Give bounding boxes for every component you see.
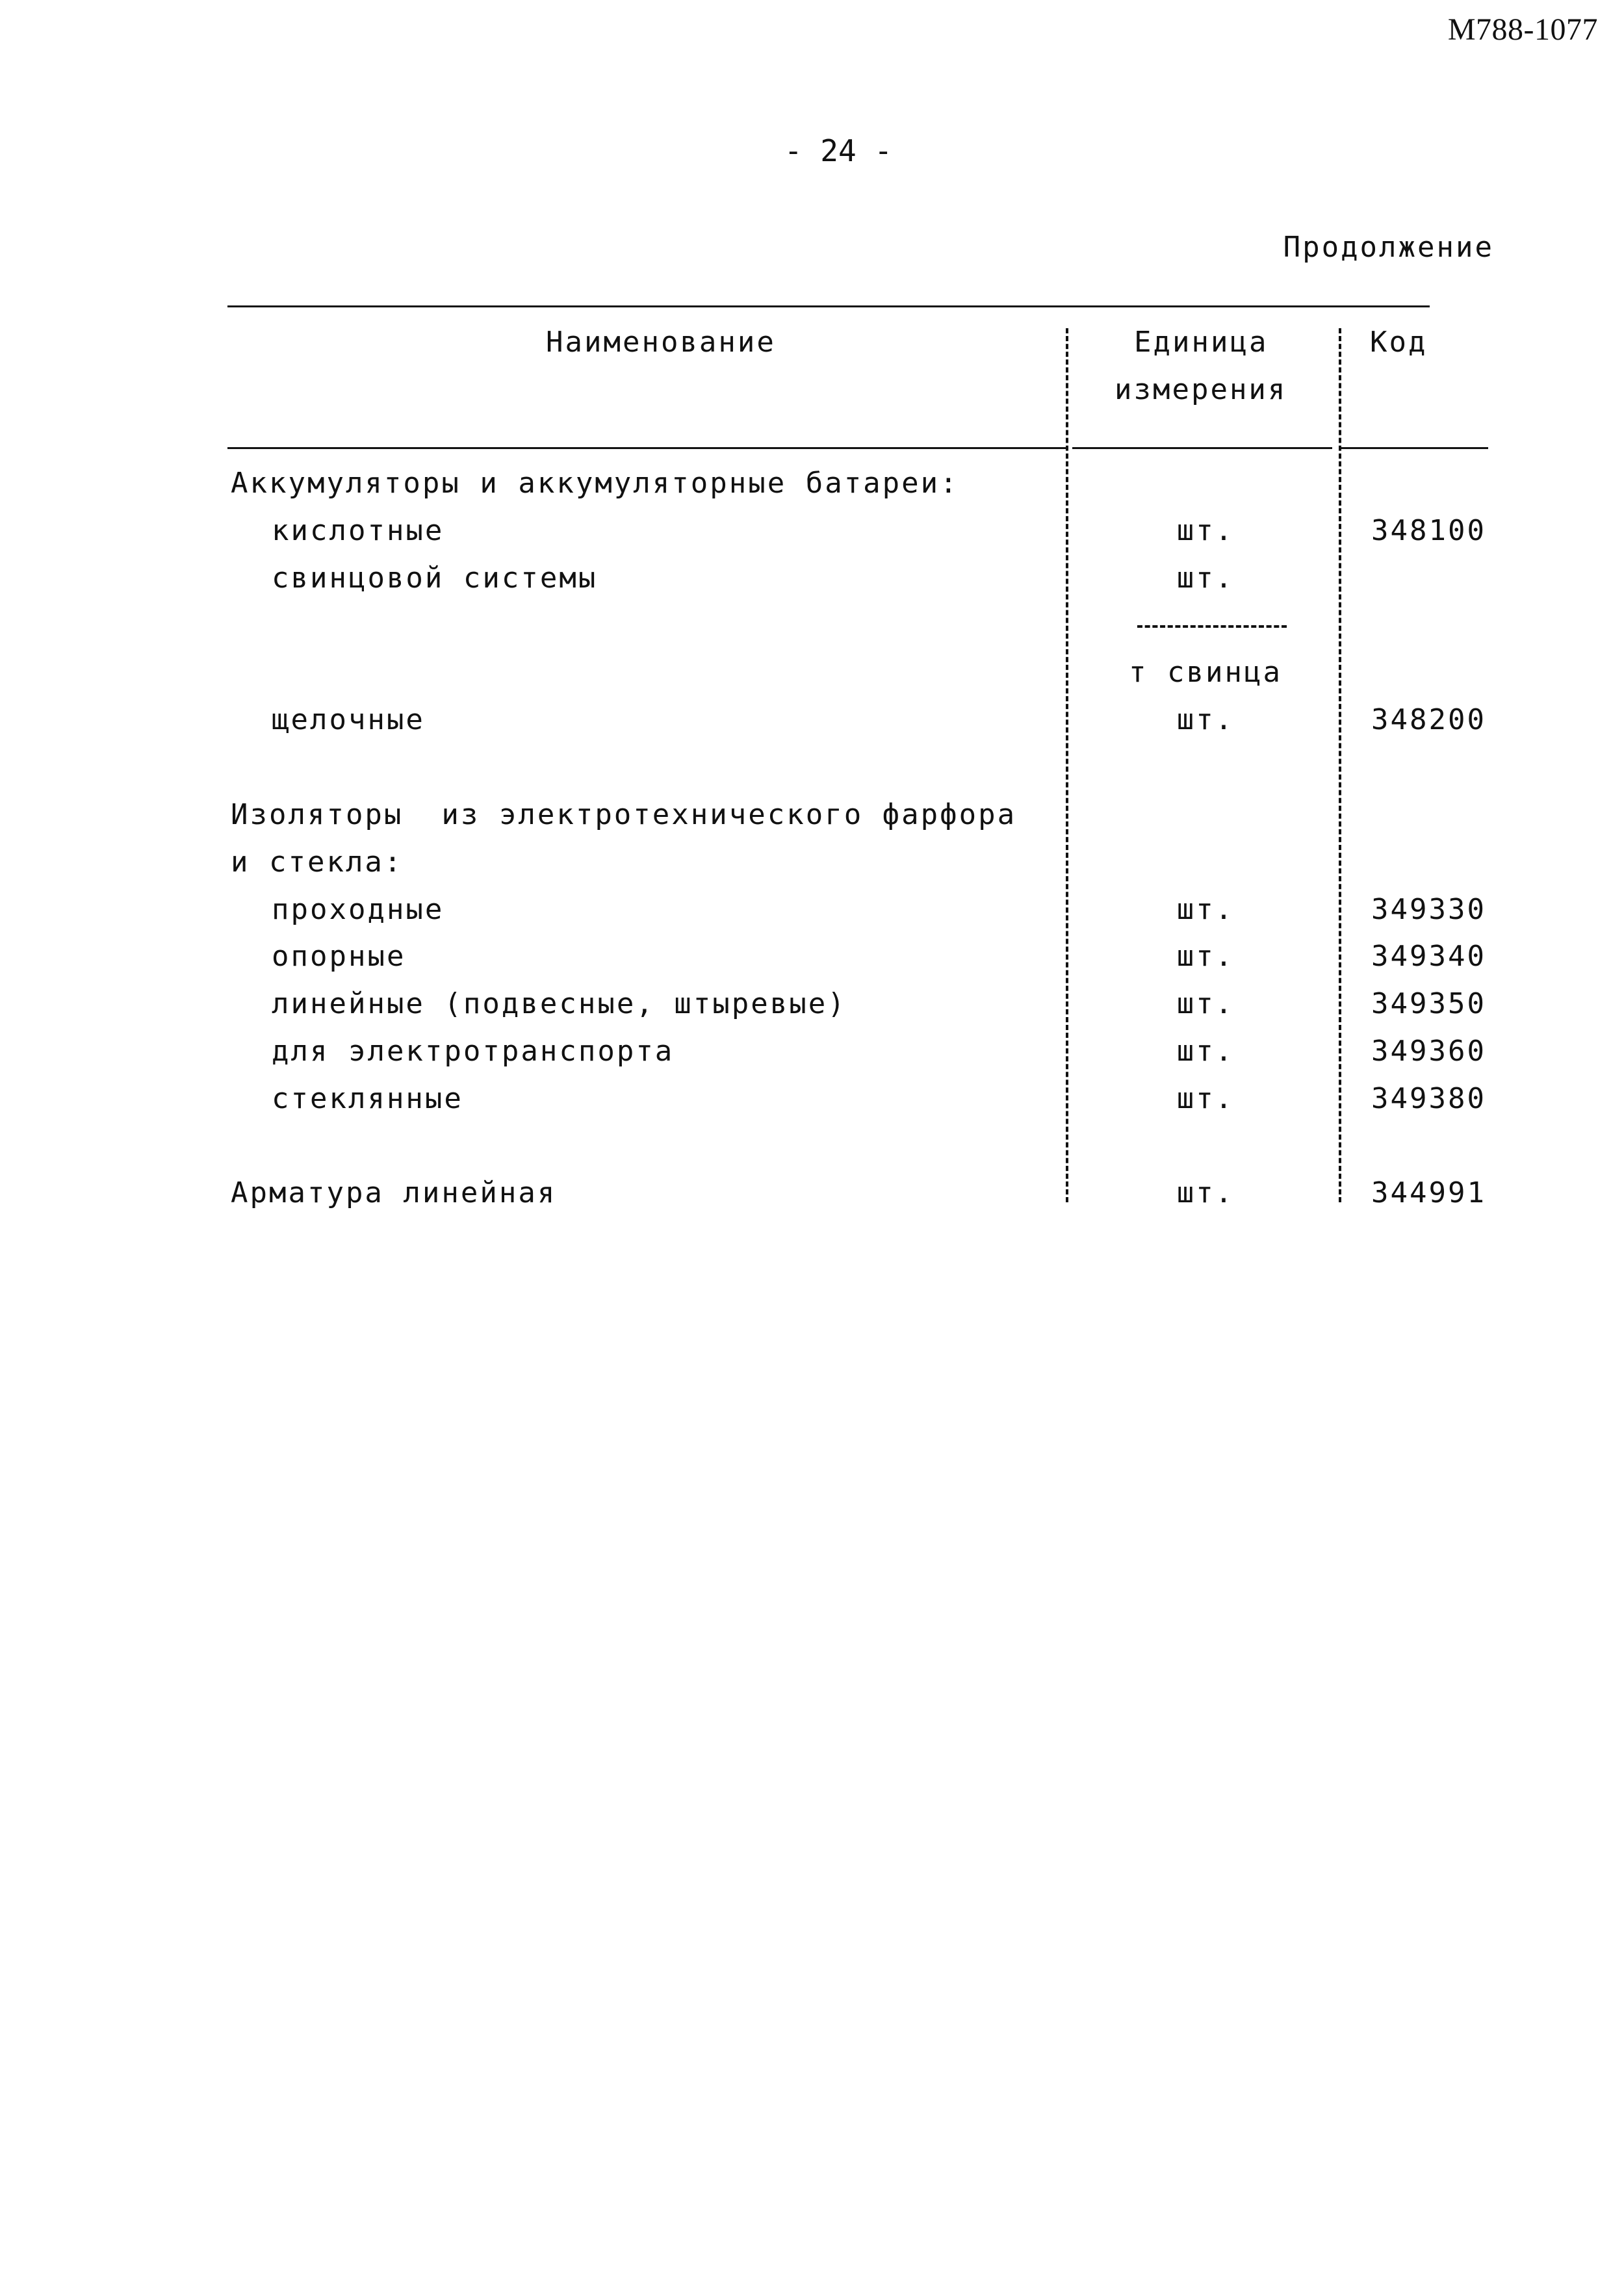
row-code: 348100 (1371, 514, 1486, 547)
continuation-label: Продолжение (1283, 231, 1494, 264)
header-name: Наименование (546, 326, 776, 359)
row-name: Изоляторы из электротехнического фарфора (231, 798, 1017, 831)
table-top-rule (227, 305, 1430, 307)
row-unit: шт. (1176, 514, 1235, 547)
header-unit-line1: Единица (1134, 326, 1269, 359)
row-code: 349340 (1371, 940, 1486, 973)
row-name: и стекла: (231, 846, 404, 879)
row-unit: шт. (1176, 1082, 1235, 1115)
row-unit: шт. (1176, 1176, 1235, 1209)
page-number: - 24 - (784, 133, 893, 168)
row-code: 349350 (1371, 987, 1486, 1020)
row-unit: шт. (1176, 1035, 1235, 1068)
row-name: щелочные (272, 703, 425, 736)
row-name: Аккумуляторы и аккумуляторные батареи: (231, 467, 959, 500)
row-unit: шт. (1176, 987, 1235, 1020)
row-name: свинцовой системы (272, 562, 598, 595)
row-code: 349330 (1371, 893, 1486, 926)
row-unit: шт. (1176, 703, 1235, 736)
row-code: 344991 (1371, 1176, 1486, 1209)
row-unit: шт. (1176, 940, 1235, 973)
header-rule-code (1339, 447, 1488, 449)
row-name: проходные (272, 893, 445, 926)
header-rule-name (227, 447, 1066, 449)
row-unit: шт. (1176, 562, 1235, 595)
header-code: Код (1370, 326, 1428, 359)
row-name: кислотные (272, 514, 445, 547)
row-code: 349360 (1371, 1035, 1486, 1068)
row-code: 348200 (1371, 703, 1486, 736)
row-unit: т свинца (1129, 656, 1282, 689)
row-name: опорные (272, 940, 406, 973)
column-separator-unit-code (1339, 328, 1341, 1202)
unit-fraction-rule (1137, 625, 1287, 628)
column-separator-name-unit (1066, 328, 1068, 1202)
row-name: стеклянные (272, 1082, 463, 1115)
header-rule-unit (1072, 447, 1332, 449)
row-name: Арматура линейная (231, 1176, 557, 1209)
row-code: 349380 (1371, 1082, 1486, 1115)
row-name: для электротранспорта (272, 1035, 675, 1068)
row-unit: шт. (1176, 893, 1235, 926)
header-unit-line2: измерения (1115, 373, 1287, 406)
row-name: линейные (подвесные, штыревые) (272, 987, 847, 1020)
document-id: M788-1077 (1447, 12, 1598, 47)
